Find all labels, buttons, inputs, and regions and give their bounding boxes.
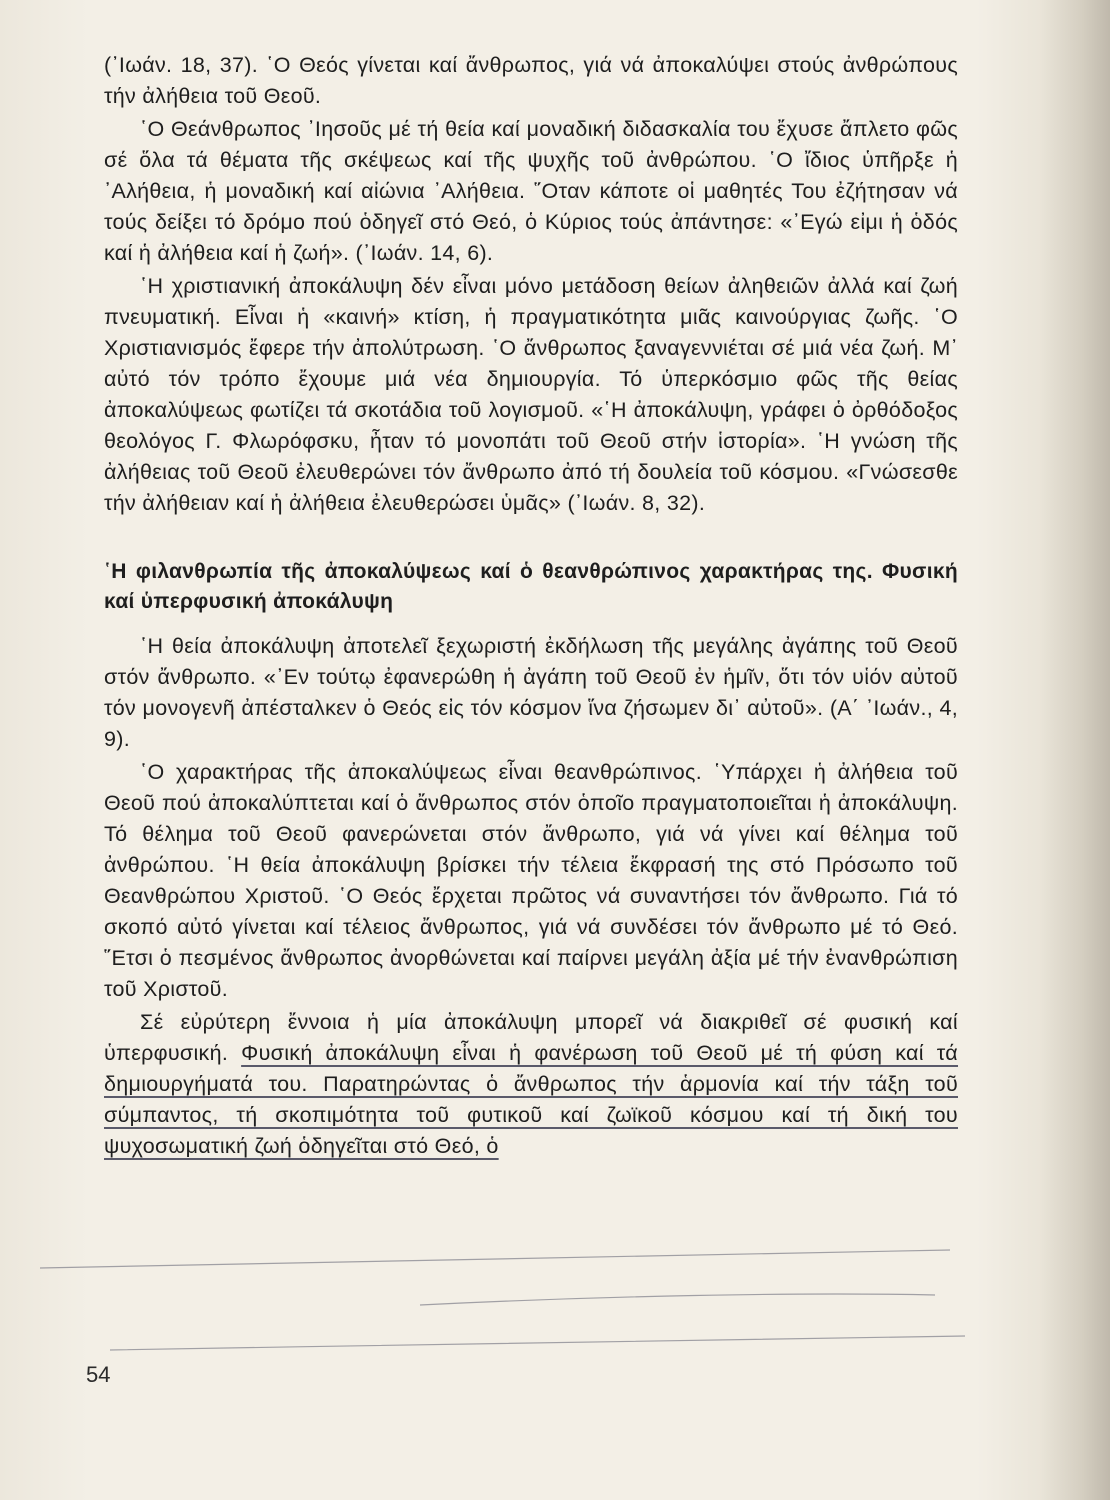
page-number: 54	[86, 1362, 111, 1387]
paragraph-6-plain: Σέ εὐρύτερη ἔννοια ἡ μία ἀποκάλυψη μπορεῖ νά διακριθεῖ σέ φυσική καί ὑπερφυσική.	[104, 1010, 958, 1065]
pencil-stroke-3	[110, 1336, 965, 1350]
paragraph-2: ῾Ο Θεάνθρωπος ᾿Ιησοῦς μέ τή θεία καί μοναδική διδασκαλία του ἔχυσε ἄπλετο φῶς σέ ὅλα τά θέματα τῆς σκέψεως καί τῆς ψυχῆς τοῦ ἀνθρώπου. ῾Ο ἴδιος ὑπῆρξε ἡ ᾿Αλήθεια, ἡ μοναδική καί αἰώνια ᾿Αλήθεια. ῞Οταν κάποτε οἱ μαθητές Του ἐζήτησαν νά τούς δείξει τό δρόμο πού ὁδηγεῖ στό Θεό, ὁ Κύριος τούς ἀπάντησε: «᾿Εγώ εἰμι ἡ ὁδός καί ἡ ἀλήθεια καί ἡ ζωή». (᾿Ιωάν. 14, 6).	[104, 117, 958, 265]
page-body	[104, 50, 958, 1164]
pencil-stroke-1	[40, 1250, 950, 1268]
paragraph-5: ῾Ο χαρακτήρας τῆς ἀποκαλύψεως εἶναι θεανθρώπινος. ῾Υπάρχει ἡ ἀλήθεια τοῦ Θεοῦ πού ἀποκαλύπτεται καί ὁ ἄνθρωπος στόν ὁποῖο πραγματοποιεῖται ἡ ἀποκάλυψη. Τό θέλημα τοῦ Θεοῦ φανερώνεται στόν ἄνθρωπο, γιά νά γίνει καί θέλημα τοῦ ἀνθρώπου. ῾Η θεία ἀποκάλυψη βρίσκει τήν τέλεια ἔκφρασή της στό Πρόσωπο τοῦ Θεανθρώπου Χριστοῦ. ῾Ο Θεός ἔρχεται πρῶτος νά συναντήσει τόν ἄνθρωπο. Γιά τό σκοπό αὐτό γίνεται καί τέλειος ἄνθρωπος, γιά νά συνδέσει τόν ἄνθρωπο μέ τό Θεό. ῞Ετσι ὁ πεσμένος ἄνθρωπος ἀνορθώνεται καί παίρνει μεγάλη ἀξία μέ τήν ἐνανθρώπιση τοῦ Χριστοῦ.	[104, 760, 958, 1001]
paragraph-6	[104, 1007, 958, 1162]
section-heading: ῾Η φιλανθρωπία τῆς ἀποκαλύψεως καί ὁ θεανθρώπινος χαρακτήρας της. Φυσική καί ὑπερφυσική ἀποκάλυψη	[104, 560, 958, 613]
pencil-underlined-passage: Φυσική ἀποκάλυψη εἶναι ἡ φανέρωση τοῦ Θεοῦ μέ τή φύση καί τά δημιουργήματά του. Παρατηρώντας ὁ ἄνθρωπος τήν ἁρμονία καί τήν τάξη τοῦ σύμπαντος, τή σκοπιμότητα τοῦ φυτικοῦ καί ζωϊκοῦ κόσμου καί τή δική του ψυχοσωματική ζωή ὁδηγεῖται στό Θεό, ὁ	[104, 1041, 959, 1158]
paragraph-4: ῾Η θεία ἀποκάλυψη ἀποτελεῖ ξεχωριστή ἐκδήλωση τῆς μεγάλης ἀγάπης τοῦ Θεοῦ στόν ἄνθρωπο. «᾿Εν τούτῳ ἐφανερώθη ἡ ἀγάπη τοῦ Θεοῦ ἐν ἡμῖν, ὅτι τόν υἱόν αὐτοῦ τόν μονογενῆ ἀπέσταλκεν ὁ Θεός εἰς τόν κόσμον ἵνα ζήσωμεν δι᾿ αὐτοῦ». (Α΄ ᾿Ιωάν., 4, 9).	[104, 634, 958, 751]
paragraph-1: (᾿Ιωάν. 18, 37). ῾Ο Θεός γίνεται καί ἄνθρωπος, γιά νά ἀποκαλύψει στούς ἀνθρώπους τήν ἀλήθεια τοῦ Θεοῦ.	[104, 53, 958, 108]
pencil-stroke-2	[420, 1294, 935, 1305]
page-gutter-shadow	[1040, 0, 1110, 1500]
paragraph-3: ῾Η χριστιανική ἀποκάλυψη δέν εἶναι μόνο μετάδοση θείων ἀληθειῶν ἀλλά καί ζωή πνευματική. Εἶναι ἡ «καινή» κτίση, ἡ πραγματικότητα μιᾶς καινούργιας ζωῆς. ῾Ο Χριστιανισμός ἔφερε τήν ἀπολύτρωση. ῾Ο ἄνθρωπος ξαναγεννιέται σέ μιά νέα ζωή. Μ᾿ αὐτό τόν τρόπο ἔχουμε μιά νέα δημιουργία. Τό ὑπερκόσμιο φῶς τῆς θείας ἀποκαλύψεως φωτίζει τά σκοτάδια τοῦ λογισμοῦ. «῾Η ἀποκάλυψη, γράφει ὁ ὀρθόδοξος θεολόγος Γ. Φλωρόφσκυ, ἦταν τό μονοπάτι τοῦ Θεοῦ στήν ἱστορία». ῾Η γνώση τῆς ἀλήθειας τοῦ Θεοῦ ἐλευθερώνει τόν ἄνθρωπο ἀπό τή δουλεία τοῦ κόσμου. «Γνώσεσθε τήν ἀλήθειαν καί ἡ ἀλήθεια ἐλευθερώσει ὑμᾶς» (᾿Ιωάν. 8, 32).	[104, 274, 958, 515]
